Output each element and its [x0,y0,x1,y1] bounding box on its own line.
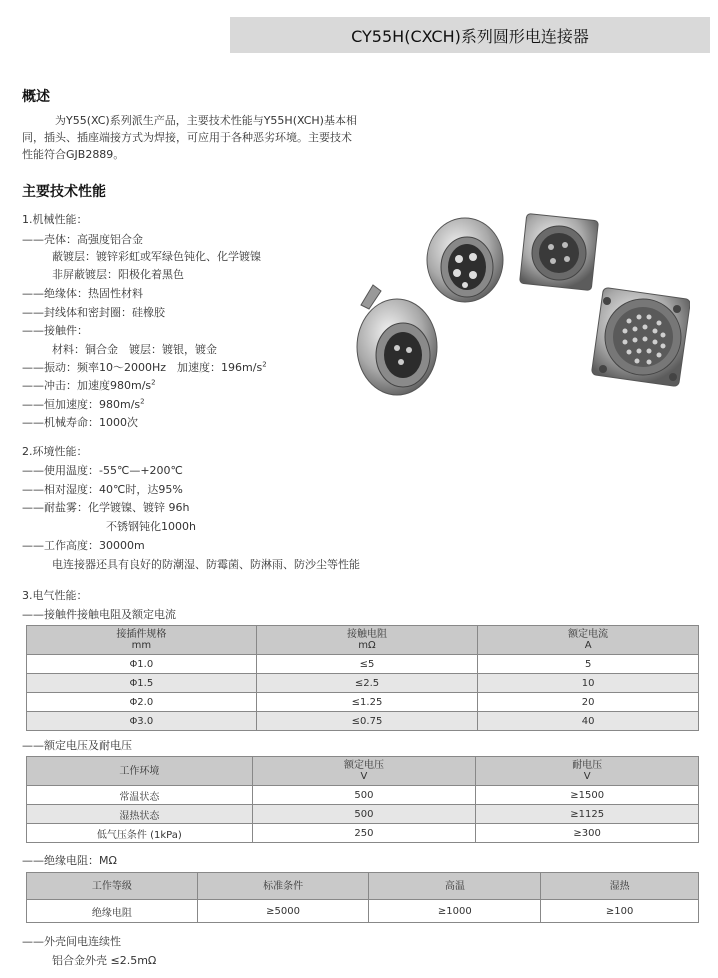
table-cell: 湿热状态 [27,805,253,824]
insulation-table [26,872,699,923]
mech-plating: 蔽镀层：镀锌彩虹或军绿色钝化、化学镀镍 [52,250,261,263]
table-cell: Φ2.0 [27,693,257,712]
table-cell: ≤2.5 [256,674,478,693]
contact-table [26,625,699,731]
mech-accel: ——恒加速度：$980m/s^2$ [22,397,145,411]
env-salt: ——耐盐雾：化学镀镍、镀锌 96h [22,501,190,514]
table-cell: ≥100 [541,900,699,923]
mech-seal: ——封线体和密封圈：硅橡胶 [22,306,165,319]
table-cell: 低气压条件 (1kPa) [27,824,253,843]
table-cell: 250 [252,824,476,843]
table-cell: ≥300 [476,824,699,843]
header-cell: 接插件规格 mm [27,626,257,655]
env-humidity: ——相对湿度：40℃时，达95% [22,483,183,496]
table-cell: ≥1000 [369,900,541,923]
header-cell: 高温 [369,873,541,900]
header-cell: 工作等级 [27,873,198,900]
env-altitude: ——工作高度：30000m [22,539,145,552]
header-cell: 接触电阻 mΩ [256,626,478,655]
overview-heading: 概述 [22,89,50,105]
table-header-row [27,757,699,786]
page-title: CY55H(CXCH)系列圆形电连接器 [351,27,589,46]
table-cell: Φ1.5 [27,674,257,693]
header-cell: 湿热 [541,873,699,900]
table-header-row [27,873,699,900]
main-heading: 主要技术性能 [22,184,106,200]
table-cell: ≥5000 [197,900,369,923]
table-cell: 5 [478,655,699,674]
table-cell: 10 [478,674,699,693]
elec-heading: 3.电气性能： [22,589,88,602]
table-header-row [27,626,699,655]
shell-continuity-value: 铝合金外壳 ≤2.5mΩ [52,954,157,967]
overview-text: 为Y55(XC)系列派生产品，主要技术性能与Y55H(XCH)基本相同，插头、插座端接方式为焊接，可应用于各种恶劣环境。主要技术性能符合GJB2889。 [22,114,357,161]
table-row [27,693,699,712]
header-cell: 额定电压 V [252,757,476,786]
mech-contact: ——接触件： [22,324,88,337]
table-cell: ≤0.75 [256,712,478,731]
table-cell: 绝缘电阻 [27,900,198,923]
header-cell: 耐电压 V [476,757,699,786]
header-cell: 标准条件 [197,873,369,900]
mech-insulator: ——绝缘体：热固性材料 [22,287,143,300]
table-row [27,674,699,693]
mech-shock: ——冲击：加速度$980m/s^2$ [22,378,156,392]
table-cell: Φ1.0 [27,655,257,674]
contact-resistance-heading: ——接触件接触电阻及额定电流 [22,608,176,621]
mech-life: ——机械寿命：1000次 [22,416,138,429]
table-cell: ≥1125 [476,805,699,824]
table-row [27,805,699,824]
table-cell: 500 [252,786,476,805]
mech-heading: 1.机械性能： [22,213,88,226]
table-cell: ≤5 [256,655,478,674]
table-row [27,900,699,923]
table-row [27,712,699,731]
env-note: 电连接器还具有良好的防潮湿、防霉菌、防淋雨、防沙尘等性能 [52,558,360,571]
mech-shell: ——壳体：高强度铝合金 [22,233,143,246]
header-cell: 工作环境 [27,757,253,786]
table-cell: ≥1500 [476,786,699,805]
mech-nonshield: 非屏蔽镀层：阳极化着黑色 [52,268,184,281]
shell-continuity-heading: ——外壳间电连续性 [22,935,121,948]
title-bar [230,17,710,53]
table-cell: Φ3.0 [27,712,257,731]
table-cell: 500 [252,805,476,824]
connector-photo [355,205,690,420]
env-temp: ——使用温度：-55℃—+200℃ [22,464,183,477]
table-cell: 20 [478,693,699,712]
table-row [27,786,699,805]
voltage-table [26,756,699,843]
table-cell: 常温状态 [27,786,253,805]
table-cell: ≤1.25 [256,693,478,712]
env-salt2: 不锈钢钝化1000h [106,520,196,533]
mech-material: 材料：铜合金 镀层：镀银，镀金 [52,343,217,356]
table-row [27,824,699,843]
header-cell: 额定电流 A [478,626,699,655]
env-heading: 2.环境性能： [22,445,88,458]
mech-vibration: ——振动：频率10～2000Hz 加速度：$196m/s^2$ [22,360,267,374]
table-row [27,655,699,674]
insulation-heading: ——绝缘电阻：MΩ [22,854,117,867]
voltage-heading: ——额定电压及耐电压 [22,739,132,752]
table-cell: 40 [478,712,699,731]
